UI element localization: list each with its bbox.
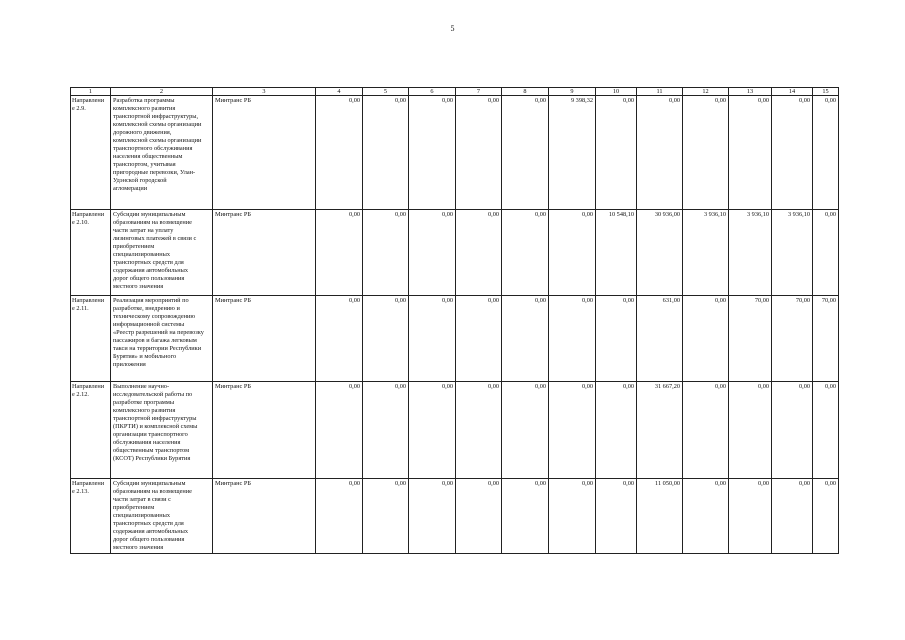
column-number-row	[71, 88, 839, 96]
direction-code-text: Направлени е 2.13.	[72, 480, 105, 495]
funding-value: 0,00	[316, 382, 363, 479]
funding-value: 0,00	[549, 296, 596, 382]
column-number: 2	[111, 88, 213, 96]
funding-value: 0,00	[456, 479, 502, 554]
funding-value: 3 936,10	[772, 210, 813, 296]
funding-value: 0,00	[729, 96, 772, 210]
funding-value: 0,00	[772, 382, 813, 479]
funding-value: 0,00	[637, 96, 683, 210]
funding-value: 0,00	[502, 382, 549, 479]
funding-value: 0,00	[596, 96, 637, 210]
table-row	[71, 479, 839, 554]
column-number: 7	[456, 88, 502, 96]
funding-value: 30 936,00	[637, 210, 683, 296]
executor: Минтранс РБ	[213, 96, 316, 210]
column-number: 10	[596, 88, 637, 96]
funding-value: 0,00	[683, 96, 729, 210]
direction-code-text: Направлени е 2.10.	[72, 211, 105, 226]
funding-value: 70,00	[772, 296, 813, 382]
column-number: 1	[71, 88, 111, 96]
funding-value: 10 548,10	[596, 210, 637, 296]
funding-value: 0,00	[363, 382, 409, 479]
direction-code	[71, 382, 111, 479]
funding-value: 0,00	[316, 296, 363, 382]
funding-value: 0,00	[549, 382, 596, 479]
funding-value: 0,00	[813, 96, 839, 210]
direction-description	[111, 96, 213, 210]
funding-value: 0,00	[363, 96, 409, 210]
column-number: 4	[316, 88, 363, 96]
page-number: 5	[450, 24, 455, 33]
funding-value: 0,00	[596, 382, 637, 479]
column-number: 3	[213, 88, 316, 96]
table-row	[71, 96, 839, 210]
direction-description	[111, 296, 213, 382]
funding-value: 0,00	[502, 96, 549, 210]
direction-code-text: Направлени е 2.12.	[72, 383, 105, 398]
funding-value: 0,00	[813, 210, 839, 296]
direction-code	[71, 296, 111, 382]
funding-value: 0,00	[729, 479, 772, 554]
funding-value: 0,00	[596, 296, 637, 382]
column-number: 14	[772, 88, 813, 96]
funding-value: 0,00	[549, 479, 596, 554]
funding-value: 0,00	[772, 96, 813, 210]
direction-description	[111, 210, 213, 296]
executor: Минтранс РБ	[213, 479, 316, 554]
table-row	[71, 382, 839, 479]
budget-table	[70, 87, 839, 554]
funding-value: 0,00	[316, 210, 363, 296]
funding-value: 0,00	[549, 210, 596, 296]
funding-value: 9 398,32	[549, 96, 596, 210]
funding-value: 70,00	[813, 296, 839, 382]
column-number: 6	[409, 88, 456, 96]
funding-value: 0,00	[409, 210, 456, 296]
funding-value: 0,00	[502, 296, 549, 382]
funding-value: 0,00	[502, 210, 549, 296]
direction-code	[71, 96, 111, 210]
direction-description-text: Выполнение научно- исследовательской работы по разработке программы комплексного развития транспортной инфраструктуры (ПКРТИ) и комплексной схемы организации транспортного обслуживания населения общественным транспортом (КСОТ) Республики Бурятия	[113, 383, 198, 462]
funding-value: 70,00	[729, 296, 772, 382]
funding-value: 0,00	[316, 479, 363, 554]
funding-value: 0,00	[456, 296, 502, 382]
executor: Минтранс РБ	[213, 382, 316, 479]
funding-value: 3 936,10	[729, 210, 772, 296]
direction-description-text: Субсидии муниципальным образованиям на возмещение части затрат в связи с приобретением специализированных транспортных средств для содержания автомобильных дорог общего пользования местного значения	[113, 480, 192, 551]
direction-code-text: Направлени е 2.9.	[72, 97, 105, 112]
funding-value: 0,00	[683, 296, 729, 382]
funding-value: 0,00	[316, 96, 363, 210]
funding-value: 0,00	[363, 296, 409, 382]
funding-value: 0,00	[456, 210, 502, 296]
direction-description-text: Реализация мероприятий по разработке, внедрению и техническому сопровождению информационной системы «Реестр разрешений на перевозку пассажиров и багажа легковым такси на территории Республики Бурятия» и мобильного приложения	[113, 297, 204, 368]
direction-description	[111, 382, 213, 479]
funding-value: 11 050,00	[637, 479, 683, 554]
executor: Минтранс РБ	[213, 210, 316, 296]
table-row	[71, 296, 839, 382]
funding-value: 0,00	[409, 479, 456, 554]
direction-code-text: Направлени е 2.11.	[72, 297, 105, 312]
column-number: 12	[683, 88, 729, 96]
funding-value: 0,00	[813, 382, 839, 479]
funding-value: 631,00	[637, 296, 683, 382]
direction-code	[71, 479, 111, 554]
table-row	[71, 210, 839, 296]
funding-value: 0,00	[596, 479, 637, 554]
direction-code	[71, 210, 111, 296]
funding-value: 0,00	[409, 96, 456, 210]
funding-value: 0,00	[683, 382, 729, 479]
funding-value: 0,00	[456, 96, 502, 210]
direction-description-text: Субсидии муниципальным образованиям на возмещение части затрат на уплату лизинговых платежей в связи с приобретением специализированных транспортных средств для содержания автомобильных дорог общего пользования местного значения	[113, 211, 197, 290]
funding-value: 3 936,10	[683, 210, 729, 296]
funding-value: 31 667,20	[637, 382, 683, 479]
executor: Минтранс РБ	[213, 296, 316, 382]
funding-value: 0,00	[729, 382, 772, 479]
column-number: 5	[363, 88, 409, 96]
direction-description-text: Разработка программы комплексного развития транспортной инфраструктуры, комплексной схемы организации дорожного движения, комплексной схемы организации транспортного обслуживания населения общественным транспортом, учитывая пригородные перевозки, Улан- Удэнской городской агломерации	[113, 97, 202, 192]
column-number: 9	[549, 88, 596, 96]
funding-value: 0,00	[409, 296, 456, 382]
funding-value: 0,00	[363, 210, 409, 296]
funding-value: 0,00	[772, 479, 813, 554]
funding-value: 0,00	[683, 479, 729, 554]
funding-value: 0,00	[363, 479, 409, 554]
funding-value: 0,00	[409, 382, 456, 479]
table-body	[71, 88, 839, 554]
direction-description	[111, 479, 213, 554]
funding-value: 0,00	[456, 382, 502, 479]
column-number: 15	[813, 88, 839, 96]
funding-value: 0,00	[502, 479, 549, 554]
column-number: 13	[729, 88, 772, 96]
column-number: 11	[637, 88, 683, 96]
column-number: 8	[502, 88, 549, 96]
funding-value: 0,00	[813, 479, 839, 554]
